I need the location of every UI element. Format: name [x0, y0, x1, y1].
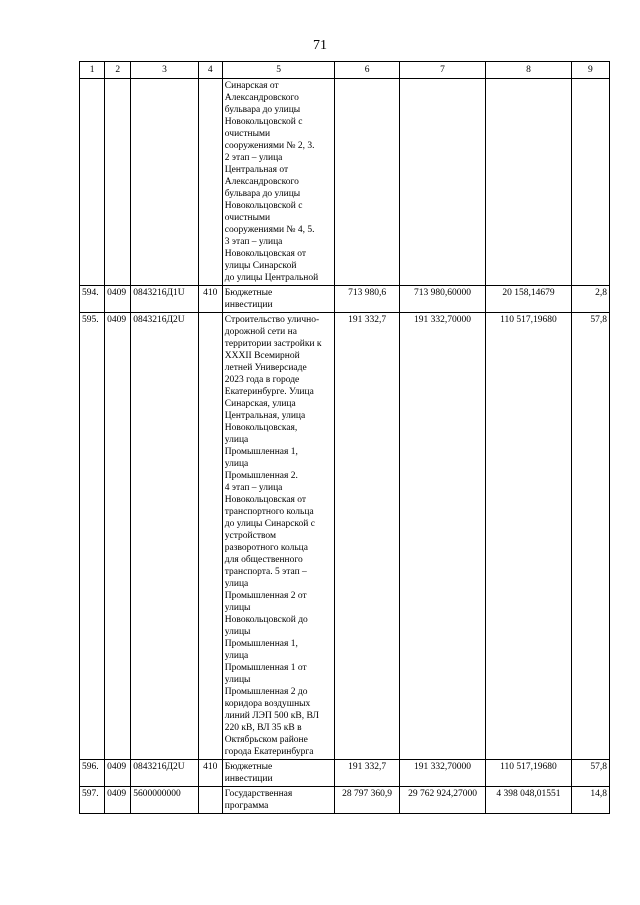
row-number: 595.: [80, 313, 105, 760]
page-number: 71: [313, 38, 327, 53]
column-header: 7: [399, 62, 485, 79]
row-number: 594.: [80, 286, 105, 313]
executed-amount: 4 398 048,01551: [486, 787, 571, 814]
refined-amount: 191 332,70000: [399, 313, 485, 760]
row-number: [80, 79, 105, 286]
expense-type-code: [198, 313, 222, 760]
execution-percent: [571, 79, 609, 286]
column-header: 4: [198, 62, 222, 79]
plan-amount: 191 332,7: [335, 313, 399, 760]
row-number: 596.: [80, 760, 105, 787]
plan-amount: 28 797 360,9: [335, 787, 399, 814]
column-header: 5: [222, 62, 335, 79]
header-row: [80, 62, 610, 79]
table-row: [80, 313, 610, 760]
refined-amount: 191 332,70000: [399, 760, 485, 787]
expense-type-code: [198, 787, 222, 814]
column-header: 3: [131, 62, 198, 79]
column-header: 2: [105, 62, 131, 79]
section-code: 0409: [105, 313, 131, 760]
execution-percent: 14,8: [571, 787, 609, 814]
plan-amount: 713 980,6: [335, 286, 399, 313]
row-number: 597.: [80, 787, 105, 814]
section-code: 0409: [105, 787, 131, 814]
section-code: [105, 79, 131, 286]
expense-type-code: 410: [198, 286, 222, 313]
target-code: [131, 79, 198, 286]
target-code: 0843216Д2U: [131, 313, 198, 760]
target-code: 5600000000: [131, 787, 198, 814]
executed-amount: [486, 79, 571, 286]
plan-amount: 191 332,7: [335, 760, 399, 787]
refined-amount: 713 980,60000: [399, 286, 485, 313]
section-code: 0409: [105, 286, 131, 313]
execution-percent: 2,8: [571, 286, 609, 313]
target-code: 0843216Д1U: [131, 286, 198, 313]
section-code: 0409: [105, 760, 131, 787]
table-row: [80, 787, 610, 814]
table-row: [80, 760, 610, 787]
item-name: Синарская от Александровского бульвара до улицы Новокольцовской с очистными сооружениями № 2, 3. 2 этап – улица Центральная от Александровского бульвара до улицы Новокольцовской с очистными сооружениями № 4, 5. 3 этап – улица Новокольцовская от улицы Синарской до улицы Центральной: [222, 79, 335, 286]
executed-amount: 110 517,19680: [486, 760, 571, 787]
executed-amount: 110 517,19680: [486, 313, 571, 760]
execution-percent: 57,8: [571, 760, 609, 787]
column-header: 9: [571, 62, 609, 79]
table-row: [80, 79, 610, 286]
execution-percent: 57,8: [571, 313, 609, 760]
executed-amount: 20 158,14679: [486, 286, 571, 313]
expense-type-code: [198, 79, 222, 286]
plan-amount: [335, 79, 399, 286]
budget-table: [79, 61, 610, 814]
refined-amount: 29 762 924,27000: [399, 787, 485, 814]
column-header: 6: [335, 62, 399, 79]
item-name: Бюджетные инвестиции: [222, 286, 335, 313]
refined-amount: [399, 79, 485, 286]
column-header: 1: [80, 62, 105, 79]
target-code: 0843216Д2U: [131, 760, 198, 787]
item-name: Строительство улично- дорожной сети на территории застройки к XXXII Всемирной летней Универсиаде 2023 года в городе Екатеринбурге. Улица Синарская, улица Центральная, улица Новокольцовская, улица Промышленная 1, улица Промышленная 2. 4 этап – улица Новокольцовская от транспортного кольца до улицы Синарской с устройством разворотного кольца для общественного транспорта. 5 этап – улица Промышленная 2 от улицы Новокольцовской до улицы Промышленная 1, улица Промышленная 1 от улицы Промышленная 2 до коридора воздушных линий ЛЭП 500 кВ, ВЛ 220 кВ, ВЛ 35 кВ в Октябрьском районе города Екатеринбурга: [222, 313, 335, 760]
item-name: Бюджетные инвестиции: [222, 760, 335, 787]
table-row: [80, 286, 610, 313]
item-name: Государственная программа: [222, 787, 335, 814]
column-header: 8: [486, 62, 571, 79]
expense-type-code: 410: [198, 760, 222, 787]
